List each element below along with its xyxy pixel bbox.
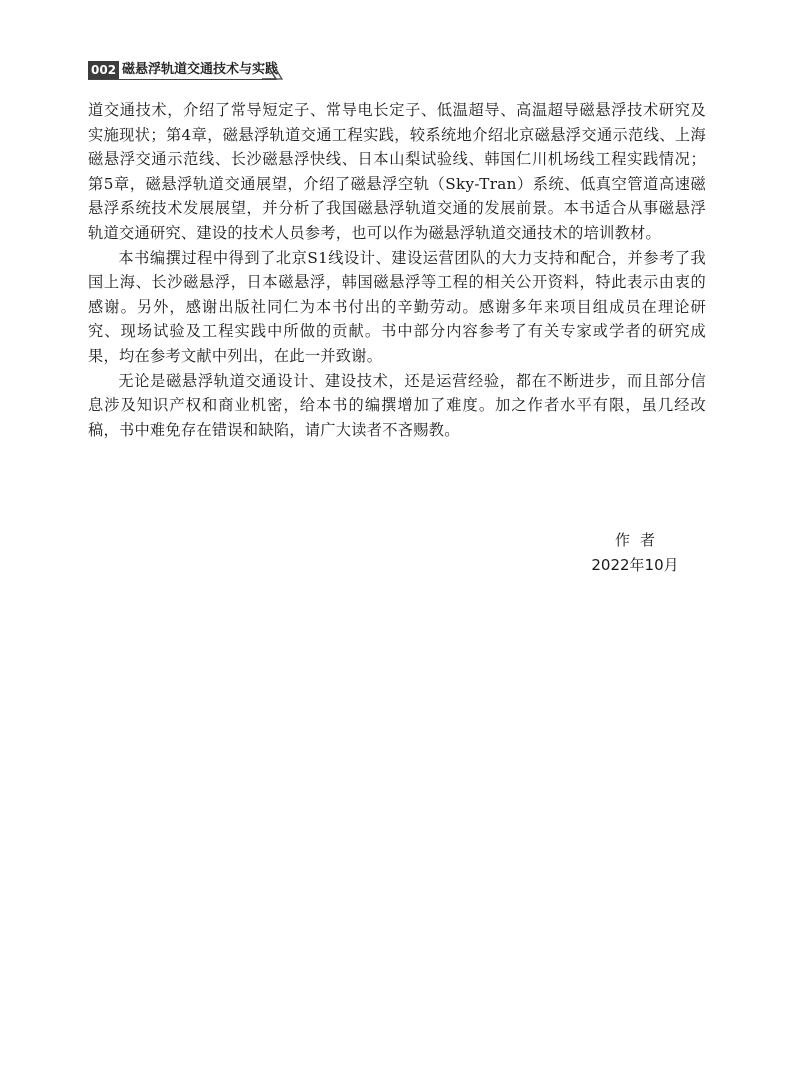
running-title: 磁悬浮轨道交通技术与实践: [122, 62, 279, 77]
page-number: 002: [88, 61, 119, 79]
preface-body: [88, 98, 706, 442]
signature-block: [560, 528, 710, 578]
paragraph-closing: 无论是磁悬浮轨道交通设计、建设技术，还是运营经验，都在不断进步，而且部分信息涉及知识产权和商业机密，给本书的编撰增加了难度。加之作者水平有限，虽几经改稿，书中难免存在错误和缺陷，请广大读者不吝赐教。: [88, 371, 706, 439]
signature-author: 作者: [614, 531, 665, 549]
header-tail-decoration: [262, 61, 292, 81]
signature-date: 2022年10月: [591, 556, 679, 574]
paragraph-acknowledgement: 本书编撰过程中得到了北京S1线设计、建设运营团队的大力支持和配合，并参考了我国上海、长沙磁悬浮，日本磁悬浮，韩国磁悬浮等工程的相关公开资料，特此表示由衷的感谢。另外，感谢出版社同仁为本书付出的辛勤劳动。感谢多年来项目组成员在理论研究、现场试验及工程实践中所做的贡献。书中部分内容参考了有关专家或学者的研究成果，均在参考文献中列出，在此一并致谢。: [88, 248, 706, 365]
header-rule: [88, 79, 276, 80]
paragraph-continued: 道交通技术，介绍了常导短定子、常导电长定子、低温超导、高温超导磁悬浮技术研究及实施现状；第4章，磁悬浮轨道交通工程实践，较系统地介绍北京磁悬浮交通示范线、上海磁悬浮交通示范线、长沙磁悬浮快线、日本山梨试验线、韩国仁川机场线工程实践情况；第5章，磁悬浮轨道交通展望，介绍了磁悬浮空轨（Sky-Tran）系统、低真空管道高速磁悬浮系统技术发展展望，并分析了我国磁悬浮轨道交通的发展前景。本书适合从事磁悬浮轨道交通研究、建设的技术人员参考，也可以作为磁悬浮轨道交通技术的培训教材。: [88, 101, 706, 242]
